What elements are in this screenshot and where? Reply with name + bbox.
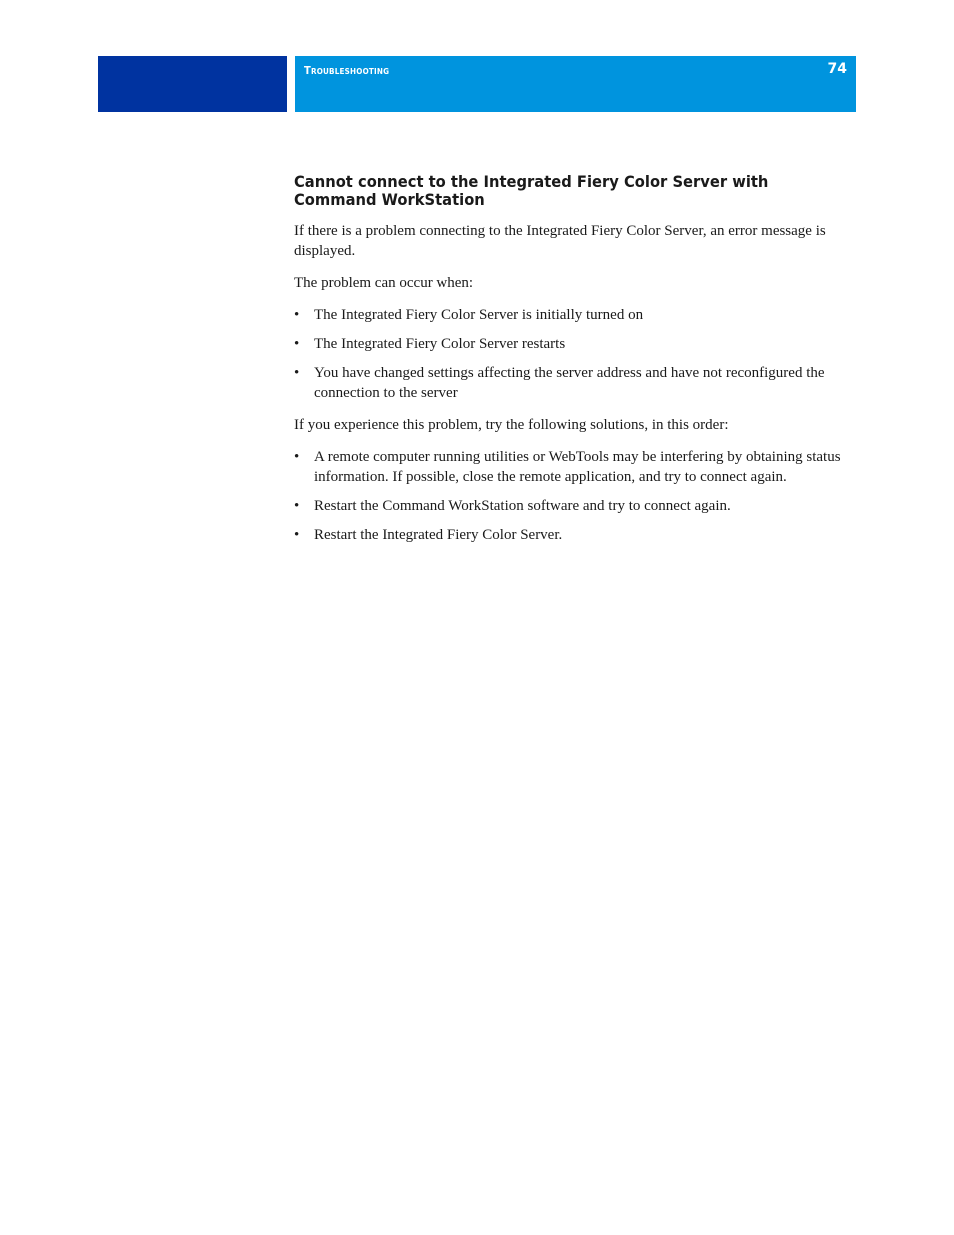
list-item-text: Restart the Command WorkStation software and try to connect again. (314, 498, 731, 514)
section-title: Troubleshooting (304, 64, 390, 77)
list-item (294, 334, 850, 354)
bullet-icon: • (294, 365, 300, 381)
bullet-icon: • (294, 498, 300, 514)
list-item-text: Restart the Integrated Fiery Color Server. (314, 527, 563, 543)
solutions-list (294, 447, 850, 545)
list-item (294, 305, 850, 325)
header-bar (295, 56, 856, 112)
list-item (294, 363, 850, 403)
header-left-block (98, 56, 287, 112)
occurs-list (294, 305, 850, 403)
bullet-icon: • (294, 307, 300, 323)
occurs-label: The problem can occur when: (294, 275, 474, 291)
list-item-text: A remote computer running utilities or WebTools may be interfering by obtaining status information. If possible, close the remote application, and try to connect again. (314, 449, 841, 485)
intro-paragraph: If there is a problem connecting to the Integrated Fiery Color Server, an error message is displayed. (294, 223, 826, 259)
list-item (294, 525, 850, 545)
list-item (294, 447, 850, 487)
bullet-icon: • (294, 449, 300, 465)
page-content (294, 173, 850, 557)
list-item-text: You have changed settings affecting the server address and have not reconfigured the connection to the server (314, 365, 825, 401)
list-item (294, 496, 850, 516)
page-number: 74 (827, 61, 847, 77)
bullet-icon: • (294, 336, 300, 352)
solutions-label: If you experience this problem, try the following solutions, in this order: (294, 417, 729, 433)
bullet-icon: • (294, 527, 300, 543)
list-item-text: The Integrated Fiery Color Server is initially turned on (314, 307, 644, 323)
page-heading: Cannot connect to the Integrated Fiery Color Server with Command WorkStation (294, 172, 769, 209)
list-item-text: The Integrated Fiery Color Server restarts (314, 336, 566, 352)
